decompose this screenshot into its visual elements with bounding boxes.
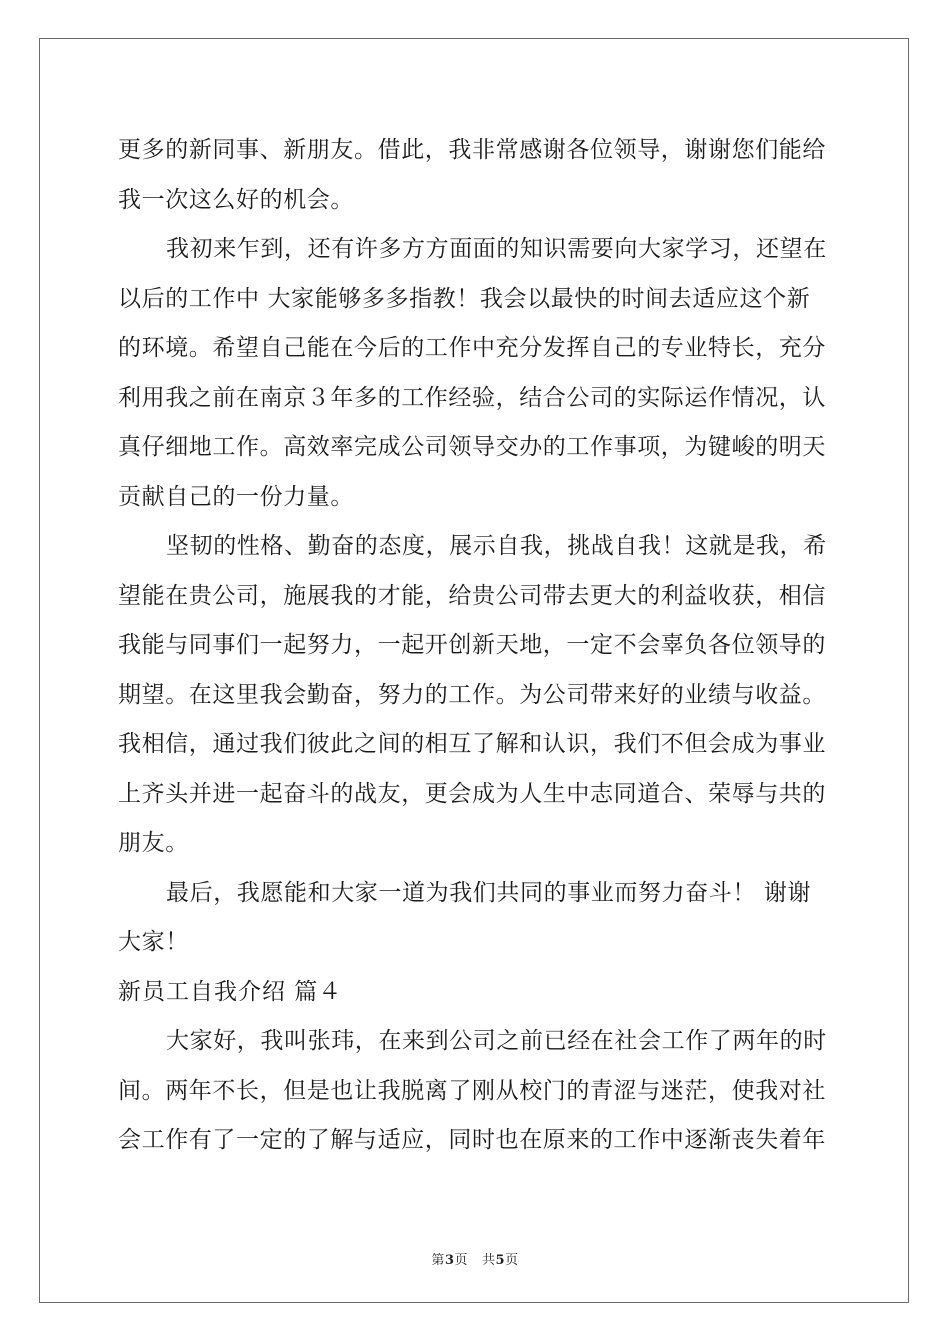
footer-total-prefix: 共: [482, 1253, 496, 1268]
footer-current-page: 3: [444, 1253, 455, 1268]
text-line: 利用我之前在南京３年多的工作经验，结合公司的实际运作情况，认: [118, 384, 826, 411]
text-line: 真仔细地工作。高效率完成公司领导交办的工作事项，为键峻的明天: [118, 434, 826, 460]
text-line: 我一次这么好的机会。: [118, 186, 354, 213]
text-line: 以后的工作中 大家能够多多指教！我会以最快的时间去适应这个新: [118, 285, 811, 312]
text-line: 望能在贵公司，施展我的才能，给贵公司带去更大的利益收获，相信: [118, 582, 826, 609]
text-line: 间。两年不长，但是也让我脱离了刚从校门的青涩与迷茫，使我对社: [118, 1077, 826, 1104]
footer-total-suffix: 页: [505, 1253, 519, 1268]
text-line: 大家好，我叫张玮，在来到公司之前已经在社会工作了两年的时: [166, 1028, 827, 1054]
text-line: 的环境。希望自己能在今后的工作中充分发挥自己的专业特长，充分: [118, 335, 826, 361]
text-line: 贡献自己的一份力量。: [118, 483, 354, 510]
text-line: 更多的新同事、新朋友。借此，我非常感谢各位领导，谢谢您们能给: [118, 137, 826, 163]
footer-total-pages: 5: [495, 1253, 506, 1268]
text-line: 坚韧的性格、勤奋的态度，展示自我，挑战自我！这就是我，希: [166, 533, 827, 559]
text-line: 我能与同事们一起努力，一起开创新天地，一定不会辜负各位领导的: [118, 632, 826, 658]
text-line: 大家！: [118, 929, 189, 955]
document-body: [118, 126, 834, 1166]
text-line: 期望。在这里我会勤奋，努力的工作。为公司带来好的业绩与收益。: [118, 681, 826, 708]
text-line: 会工作有了一定的了解与适应，同时也在原来的工作中逐渐丧失着年: [118, 1127, 826, 1153]
page-footer: [0, 1249, 950, 1268]
text-line: 朋友。: [118, 830, 189, 856]
text-line: 我相信，通过我们彼此之间的相互了解和认识，我们不但会成为事业: [118, 731, 826, 757]
text-line: 上齐头并进一起奋斗的战友，更会成为人生中志同道合、荣辱与共的: [118, 780, 826, 807]
footer-page-suffix: 页: [454, 1253, 468, 1268]
footer-prefix: 第: [431, 1253, 445, 1268]
section-heading: 新员工自我介绍 篇４: [118, 978, 343, 1005]
text-line: 最后，我愿能和大家一道为我们共同的事业而努力奋斗！ 谢谢: [166, 879, 812, 906]
text-line: 我初来乍到，还有许多方方面面的知识需要向大家学习，还望在: [166, 236, 827, 262]
